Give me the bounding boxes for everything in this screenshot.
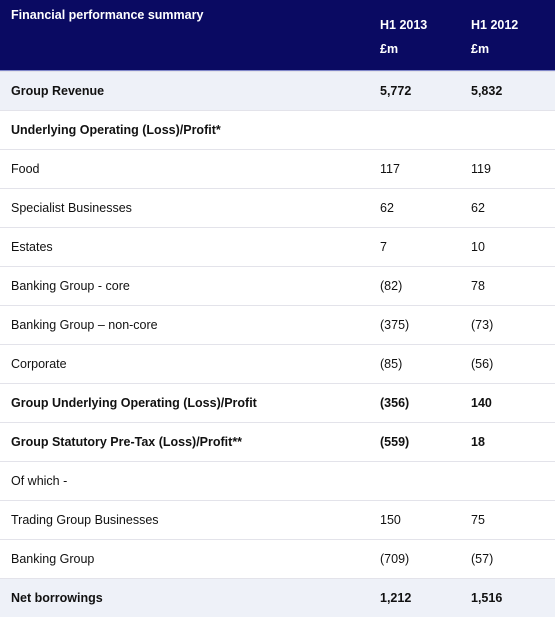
- value-h1-2012: 18: [471, 435, 485, 449]
- value-h1-2012: 1,516: [471, 591, 503, 605]
- value-h1-2012: (56): [471, 357, 494, 371]
- value-h1-2013: 62: [380, 201, 394, 215]
- value-h1-2013: (356): [380, 396, 410, 410]
- row-label: Group Revenue: [11, 84, 105, 98]
- column-header-h1-2013: [380, 13, 427, 61]
- table-row-group-underlying-operating: [0, 383, 555, 422]
- value-h1-2013: (375): [380, 318, 410, 332]
- table-row-food: [0, 149, 555, 188]
- row-label: Food: [11, 162, 40, 176]
- column-header-h1-2012-unit: £m: [471, 42, 490, 56]
- value-h1-2013: 7: [380, 240, 387, 254]
- value-h1-2012: 5,832: [471, 84, 503, 98]
- table-row-underlying-operating-heading: [0, 110, 555, 149]
- table-row-of-which: [0, 461, 555, 500]
- column-header-h1-2013-unit: £m: [380, 42, 399, 56]
- table-row-specialist-businesses: [0, 188, 555, 227]
- row-label: Banking Group – non-core: [11, 318, 158, 332]
- row-label: Specialist Businesses: [11, 201, 132, 215]
- value-h1-2012: 78: [471, 279, 485, 293]
- column-header-h1-2012: [471, 13, 518, 61]
- value-h1-2012: (57): [471, 552, 494, 566]
- table-row-banking-group: [0, 539, 555, 578]
- row-label: Banking Group: [11, 552, 95, 566]
- row-label: Estates: [11, 240, 53, 254]
- value-h1-2012: (73): [471, 318, 494, 332]
- value-h1-2013: 117: [380, 162, 400, 176]
- value-h1-2012: 119: [471, 162, 491, 176]
- value-h1-2013: (85): [380, 357, 403, 371]
- table-row-net-borrowings: [0, 578, 555, 617]
- row-label: Of which -: [11, 474, 68, 488]
- value-h1-2013: 5,772: [380, 84, 412, 98]
- column-header-h1-2012-period: H1 2012: [471, 18, 519, 32]
- value-h1-2013: (82): [380, 279, 403, 293]
- value-h1-2012: 62: [471, 201, 485, 215]
- table-title: Financial performance summary: [11, 8, 204, 22]
- table-row-estates: [0, 227, 555, 266]
- value-h1-2013: (709): [380, 552, 410, 566]
- value-h1-2013: (559): [380, 435, 410, 449]
- column-header-h1-2013-period: H1 2013: [380, 18, 428, 32]
- row-label: Group Underlying Operating (Loss)/Profit: [11, 396, 257, 410]
- row-label: Trading Group Businesses: [11, 513, 159, 527]
- row-label: Group Statutory Pre-Tax (Loss)/Profit**: [11, 435, 243, 449]
- table-row-group-revenue: [0, 71, 555, 110]
- value-h1-2012: 140: [471, 396, 492, 410]
- table-row-banking-group-non-core: [0, 305, 555, 344]
- value-h1-2013: 150: [380, 513, 401, 527]
- row-label: Banking Group - core: [11, 279, 130, 293]
- value-h1-2012: 75: [471, 513, 485, 527]
- row-label: Corporate: [11, 357, 67, 371]
- row-label: Underlying Operating (Loss)/Profit*: [11, 123, 221, 137]
- table-row-corporate: [0, 344, 555, 383]
- value-h1-2013: 1,212: [380, 591, 412, 605]
- table-row-banking-group-core: [0, 266, 555, 305]
- table-header: [0, 0, 555, 71]
- row-label: Net borrowings: [11, 591, 103, 605]
- table-row-trading-group-businesses: [0, 500, 555, 539]
- table-row-group-statutory-pre-tax: [0, 422, 555, 461]
- value-h1-2012: 10: [471, 240, 485, 254]
